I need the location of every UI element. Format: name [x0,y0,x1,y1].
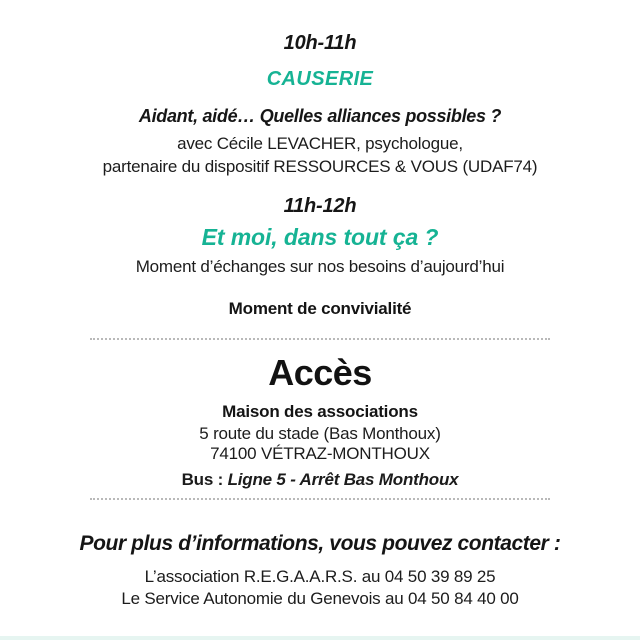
access-venue: Maison des associations [222,402,418,421]
access-transit-row [0,470,640,490]
access-transit-label: Bus : [181,470,224,489]
contact-heading-row [0,532,640,556]
programme-slot-1-speaker-row [0,134,640,154]
programme-closing-note-row [0,299,640,319]
slot-1-speaker: avec Cécile LEVACHER, psychologue, [177,134,463,153]
access-venue-row [0,402,640,422]
contact-heading: Pour plus d’informations, vous pouvez contacter : [79,532,561,555]
contact-line-association: L’association R.E.G.A.A.R.S. au 04 50 39 89 25 [144,567,496,586]
slot-2-time: 11h-12h [283,195,357,217]
bottom-accent-strip [0,636,640,640]
programme-slot-2-time-row [0,195,640,218]
contact-line-row [0,567,640,587]
access-transit-value: Ligne 5 - Arrêt Bas Monthoux [227,470,459,489]
dotted-divider-icon [90,498,550,500]
slot-2-description: Moment d’échanges sur nos besoins d’aujourd’hui [135,257,505,276]
access-city-row [0,444,640,464]
slot-1-partner: partenaire du dispositif RESSOURCES & VOUS (UDAF74) [102,157,538,176]
programme-slot-2-description-row [0,257,640,277]
contact-line-service: Le Service Autonomie du Genevois au 04 50 84 40 00 [121,589,519,608]
access-street: 5 route du stade (Bas Monthoux) [199,424,441,443]
divider-above-contact [0,498,640,500]
slot-1-time: 10h-11h [283,32,357,54]
access-street-row [0,424,640,444]
access-heading: Accès [268,352,372,393]
programme-slot-1-time-row [0,32,640,55]
closing-note: Moment de convivialité [228,299,412,318]
programme-slot-1-kind-row [0,68,640,91]
programme-slot-2-title-row [0,224,640,251]
programme-slot-1-partner-row [0,157,640,177]
programme-slot-1-title-row [0,106,640,127]
divider-above-access [0,338,640,340]
slot-1-kind-label: CAUSERIE [266,68,374,90]
slot-1-title: Aidant, aidé… Quelles alliances possibles ? [138,106,502,126]
slot-2-title: Et moi, dans tout ça ? [201,224,439,250]
access-heading-row [0,352,640,394]
access-city: 74100 VÉTRAZ-MONTHOUX [210,444,430,463]
dotted-divider-icon [90,338,550,340]
contact-line-row [0,589,640,609]
